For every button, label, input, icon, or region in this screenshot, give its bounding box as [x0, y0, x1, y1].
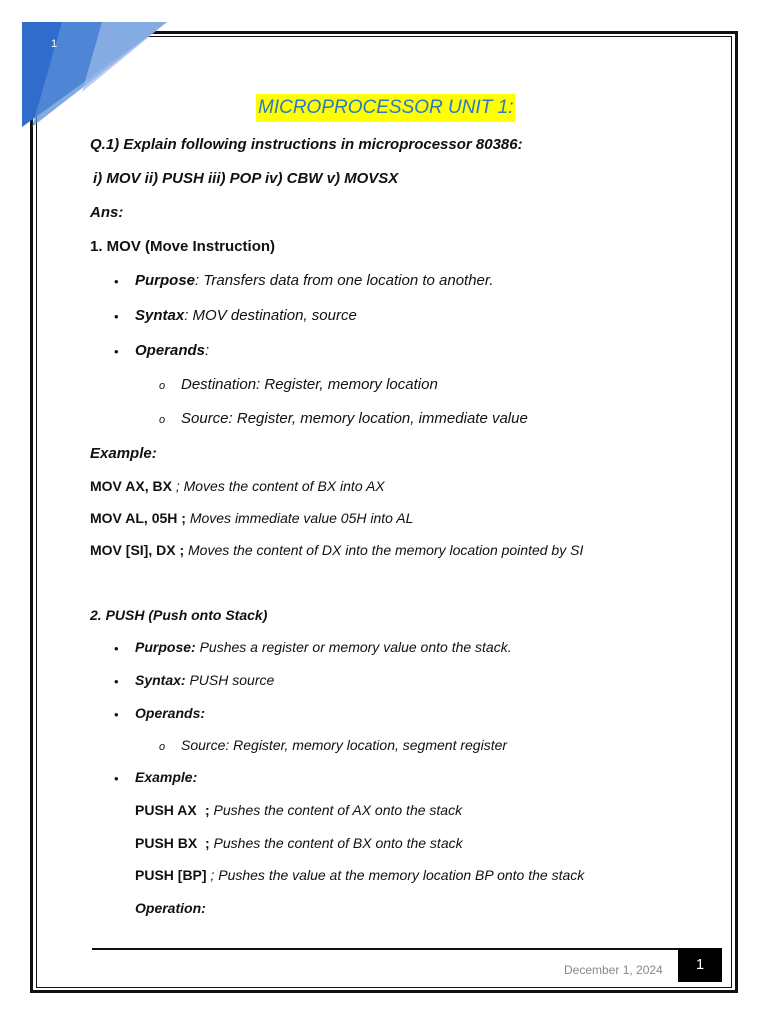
corner-page-number: 1 [51, 38, 58, 50]
bullet-icon: • [114, 274, 119, 289]
sub-bullet-icon: o [159, 741, 166, 753]
mov-example-label: Example: [90, 445, 157, 462]
sub-bullet-icon: o [159, 380, 166, 392]
answer-label: Ans: [90, 204, 124, 221]
mov-heading: 1. MOV (Move Instruction) [90, 238, 276, 255]
mov-example-2: MOV AL, 05H ; Moves immediate value 05H into AL [90, 510, 414, 526]
bullet-icon: • [114, 674, 119, 689]
mov-example-1: MOV AX, BX ; Moves the content of BX into AX [90, 478, 385, 494]
push-example-3: PUSH [BP] ; Pushes the value at the memory location BP onto the stack [135, 867, 585, 883]
mov-example-3: MOV [SI], DX ; Moves the content of DX into the memory location pointed by SI [90, 542, 584, 558]
sub-bullet-icon: o [159, 414, 166, 426]
footer-page-number: 1 [678, 948, 722, 982]
bullet-icon: • [114, 641, 119, 656]
mov-source: Source: Register, memory location, immediate value [181, 410, 528, 427]
mov-operands: Operands: [135, 342, 210, 359]
footer-rule [92, 948, 678, 950]
mov-syntax: Syntax: MOV destination, source [135, 307, 357, 324]
push-operands: Operands: [135, 705, 206, 721]
push-heading: 2. PUSH (Push onto Stack) [90, 607, 268, 623]
push-syntax: Syntax: PUSH source [135, 672, 275, 688]
push-example-1: PUSH AX ; Pushes the content of AX onto the stack [135, 802, 463, 818]
footer-date: December 1, 2024 [564, 963, 663, 977]
question: Q.1) Explain following instructions in microprocessor 80386: [90, 136, 523, 153]
push-operation-label: Operation: [135, 900, 206, 916]
push-source: Source: Register, memory location, segment register [181, 737, 508, 753]
push-example-2: PUSH BX ; Pushes the content of BX onto the stack [135, 835, 463, 851]
push-purpose: Purpose: Pushes a register or memory value onto the stack. [135, 639, 512, 655]
mov-destination: Destination: Register, memory location [181, 376, 438, 393]
page-title: MICROPROCESSOR UNIT 1: [256, 94, 515, 122]
corner-decoration [22, 22, 172, 132]
bullet-icon: • [114, 344, 119, 359]
bullet-icon: • [114, 771, 119, 786]
push-example-label: Example: [135, 769, 198, 785]
bullet-icon: • [114, 707, 119, 722]
mov-purpose: Purpose: Transfers data from one location to another. [135, 272, 494, 289]
instruction-list: i) MOV ii) PUSH iii) POP iv) CBW v) MOVSX [93, 170, 399, 187]
bullet-icon: • [114, 309, 119, 324]
